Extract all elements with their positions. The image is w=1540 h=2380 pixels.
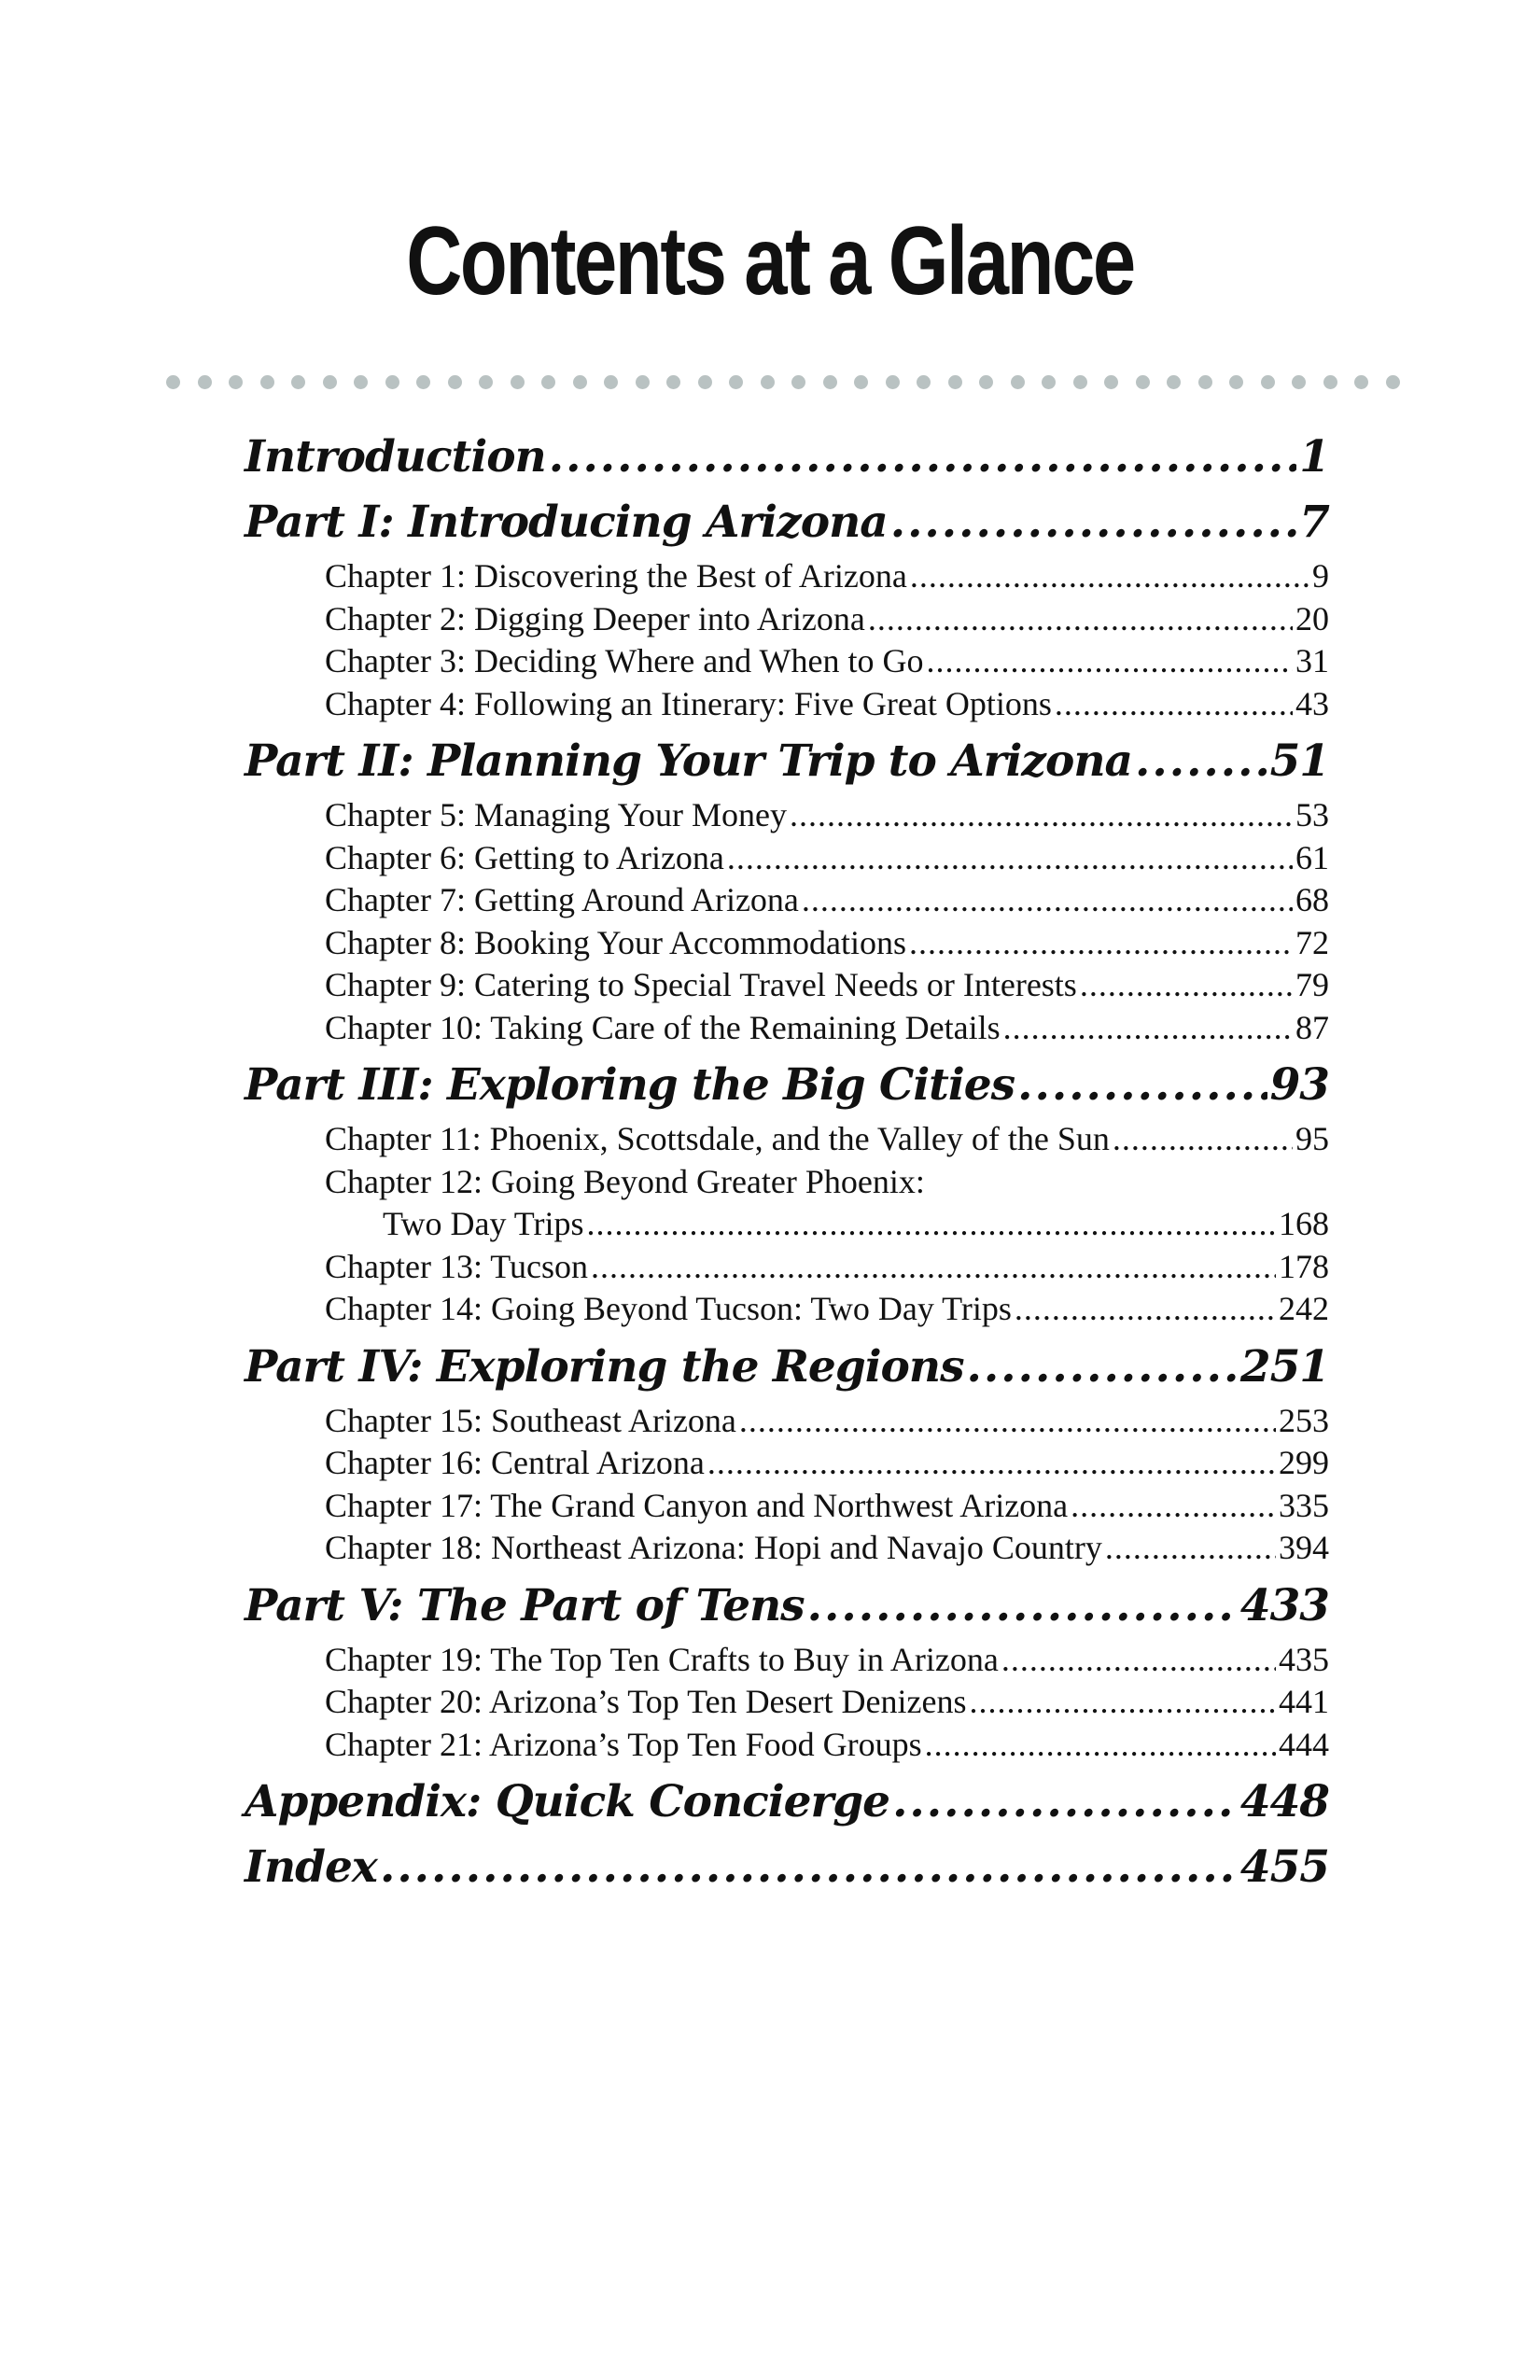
divider-dot [1011, 375, 1025, 389]
toc-chapter-entry [245, 1203, 1329, 1246]
page-number: 93 [1269, 1059, 1329, 1111]
chapter-title: Chapter 18: Northeast Arizona: Hopi and Navajo Country [325, 1529, 1102, 1566]
toc-chapter-entry [245, 1288, 1329, 1331]
divider-dot [323, 375, 337, 389]
part-title: Part I: Introducing Arizona [245, 497, 888, 548]
dot-leader [910, 555, 1309, 598]
dot-leader [727, 837, 1293, 880]
divider-dot [1136, 375, 1150, 389]
divider-dot [448, 375, 462, 389]
toc-chapter-entry [245, 879, 1329, 922]
toc-part-entry [245, 729, 1329, 794]
part-title: Introduction [245, 431, 546, 483]
page-number: 435 [1279, 1640, 1329, 1678]
toc-chapter-entry [245, 598, 1329, 641]
chapter-title: Chapter 1: Discovering the Best of Arizona [325, 557, 907, 595]
dot-leader [909, 922, 1293, 965]
toc-chapter-entry [245, 1527, 1329, 1570]
chapter-title: Two Day Trips [383, 1205, 584, 1242]
page-number: 242 [1279, 1290, 1329, 1327]
toc-part-entry [245, 1053, 1329, 1118]
divider-dot [229, 375, 243, 389]
toc-chapter-entry [245, 555, 1329, 598]
chapter-title: Chapter 6: Getting to Arizona [325, 838, 724, 876]
chapter-title: Chapter 9: Catering to Special Travel Needs or Interests [325, 966, 1077, 1003]
toc-part-entry [245, 425, 1329, 490]
divider-dot [166, 375, 180, 389]
chapter-title: Chapter 17: The Grand Canyon and Northwest Arizona [325, 1486, 1069, 1524]
page-number: 53 [1295, 796, 1329, 833]
divider-dot [1386, 375, 1400, 389]
page-number: 72 [1295, 923, 1329, 961]
page-number: 253 [1279, 1401, 1329, 1439]
dot-leader [1080, 964, 1293, 1007]
dot-leader [892, 1770, 1238, 1835]
chapter-title: Chapter 2: Digging Deeper into Arizona [325, 599, 865, 637]
dot-leader [969, 1681, 1276, 1724]
toc-part-entry [245, 1770, 1329, 1835]
dot-leader [1113, 1118, 1293, 1161]
page-number: 251 [1239, 1340, 1329, 1393]
chapter-title: Chapter 14: Going Beyond Tucson: Two Day Trips [325, 1290, 1012, 1327]
toc-chapter-entry [245, 1161, 1329, 1204]
toc-chapter-entry [245, 1118, 1329, 1161]
page-title: Contents at a Glance [406, 207, 1134, 315]
divider-dot [1198, 375, 1212, 389]
toc-chapter-entry [245, 837, 1329, 880]
divider-dot [948, 375, 962, 389]
toc-part-entry [245, 490, 1329, 555]
table-of-contents [245, 425, 1329, 1900]
page-number: 87 [1295, 1008, 1329, 1046]
toc-chapter-entry [245, 794, 1329, 837]
toc-chapter-entry [245, 1639, 1329, 1682]
toc-chapter-entry [245, 922, 1329, 965]
dot-leader [890, 490, 1297, 555]
page-number: 68 [1295, 881, 1329, 918]
divider-dot [604, 375, 618, 389]
part-title: Part IV: Exploring the Regions [245, 1340, 964, 1393]
page-number: 61 [1295, 838, 1329, 876]
dot-leader [926, 640, 1293, 683]
chapter-title: Chapter 15: Southeast Arizona [325, 1401, 736, 1439]
page-number: 95 [1295, 1120, 1329, 1157]
chapter-title: Chapter 7: Getting Around Arizona [325, 881, 799, 918]
divider-dot [1104, 375, 1118, 389]
divider-dot [1292, 375, 1306, 389]
divider-dot [541, 375, 555, 389]
divider-dot [385, 375, 399, 389]
page-number: 20 [1295, 599, 1329, 637]
divider-dot [260, 375, 274, 389]
divider-dot [729, 375, 743, 389]
part-title: Part V: The Part of Tens [245, 1579, 805, 1631]
chapter-title: Chapter 11: Phoenix, Scottsdale, and the Valley of the Sun [325, 1120, 1110, 1157]
divider-dot [1167, 375, 1181, 389]
dot-leader [707, 1442, 1276, 1485]
page-number: 335 [1279, 1486, 1329, 1524]
chapter-title: Chapter 21: Arizona’s Top Ten Food Groups [325, 1725, 922, 1763]
toc-chapter-entry [245, 1246, 1329, 1289]
divider-dot [979, 375, 993, 389]
divider-dot [823, 375, 837, 389]
chapter-title: Chapter 4: Following an Itinerary: Five Great Options [325, 684, 1052, 722]
chapter-title: Chapter 13: Tucson [325, 1247, 589, 1285]
divider-dot [698, 375, 712, 389]
page-number: 448 [1239, 1776, 1329, 1827]
dot-leader [868, 598, 1293, 641]
page-number: 9 [1312, 557, 1329, 595]
divider-dot [1229, 375, 1243, 389]
divider-dot [1323, 375, 1337, 389]
divider-dot [636, 375, 650, 389]
toc-part-entry [245, 1574, 1329, 1639]
dotted-divider [166, 371, 1400, 392]
toc-part-entry [245, 1335, 1329, 1400]
divider-dot [1042, 375, 1056, 389]
page-number: 43 [1295, 684, 1329, 722]
divider-dot [1261, 375, 1275, 389]
chapter-title: Chapter 3: Deciding Where and When to Go [325, 642, 924, 679]
toc-chapter-entry [245, 1007, 1329, 1050]
toc-chapter-entry [245, 1485, 1329, 1528]
toc-chapter-entry [245, 640, 1329, 683]
dot-leader [1003, 1007, 1293, 1050]
dot-leader [807, 1574, 1238, 1639]
chapter-title: Chapter 16: Central Arizona [325, 1444, 705, 1481]
dot-leader [1015, 1288, 1276, 1331]
dot-leader [1105, 1527, 1276, 1570]
dot-leader [739, 1400, 1276, 1443]
divider-dot [886, 375, 900, 389]
chapter-title: Chapter 12: Going Beyond Greater Phoenix: [325, 1162, 925, 1200]
page-number: 168 [1279, 1205, 1329, 1242]
toc-chapter-entry [245, 683, 1329, 726]
toc-chapter-entry [245, 1442, 1329, 1485]
dot-leader [1001, 1639, 1276, 1682]
page-number: 433 [1239, 1579, 1329, 1631]
toc-chapter-entry [245, 1724, 1329, 1767]
dot-leader [790, 794, 1293, 837]
toc-part-entry [245, 1835, 1329, 1900]
toc-chapter-entry [245, 1681, 1329, 1724]
chapter-title: Chapter 5: Managing Your Money [325, 796, 787, 833]
chapter-title: Chapter 10: Taking Care of the Remaining Details [325, 1008, 1001, 1046]
chapter-title: Chapter 20: Arizona’s Top Ten Desert Denizens [325, 1683, 967, 1720]
page-number: 178 [1279, 1247, 1329, 1285]
dot-leader [1135, 729, 1267, 794]
page-number: 441 [1279, 1683, 1329, 1720]
divider-dot [761, 375, 775, 389]
toc-chapter-entry [245, 964, 1329, 1007]
dot-leader [549, 425, 1297, 490]
divider-dot [666, 375, 680, 389]
page-number: 79 [1295, 966, 1329, 1003]
dot-leader [1055, 683, 1293, 726]
page-number: 299 [1279, 1444, 1329, 1481]
page-number: 1 [1299, 431, 1329, 483]
divider-dot [917, 375, 931, 389]
divider-dot [1354, 375, 1368, 389]
divider-dot [291, 375, 305, 389]
dot-leader [967, 1335, 1238, 1400]
divider-dot [354, 375, 368, 389]
divider-dot [198, 375, 212, 389]
toc-chapter-entry [245, 1400, 1329, 1443]
dot-leader [1017, 1053, 1267, 1118]
dot-leader [380, 1835, 1238, 1900]
dot-leader [591, 1246, 1276, 1289]
page-number: 455 [1239, 1841, 1329, 1893]
divider-dot [791, 375, 805, 389]
page-number: 31 [1295, 642, 1329, 679]
divider-dot [854, 375, 868, 389]
divider-dot [416, 375, 430, 389]
divider-dot [479, 375, 493, 389]
dot-leader [587, 1203, 1276, 1246]
chapter-title: Chapter 8: Booking Your Accommodations [325, 923, 906, 961]
part-title: Appendix: Quick Concierge [245, 1776, 890, 1827]
dot-leader [925, 1724, 1276, 1767]
page-number: 444 [1279, 1725, 1329, 1763]
divider-dot [573, 375, 587, 389]
part-title: Part II: Planning Your Trip to Arizona [245, 735, 1132, 787]
dot-leader [802, 879, 1293, 922]
chapter-title: Chapter 19: The Top Ten Crafts to Buy in Arizona [325, 1640, 999, 1678]
divider-dot [511, 375, 525, 389]
dot-leader [1071, 1485, 1276, 1528]
page-number: 7 [1299, 497, 1329, 548]
divider-dot [1073, 375, 1087, 389]
page-number: 51 [1269, 735, 1329, 787]
page-number: 394 [1279, 1529, 1329, 1566]
part-title: Index [245, 1841, 377, 1893]
part-title: Part III: Exploring the Big Cities [245, 1059, 1015, 1111]
